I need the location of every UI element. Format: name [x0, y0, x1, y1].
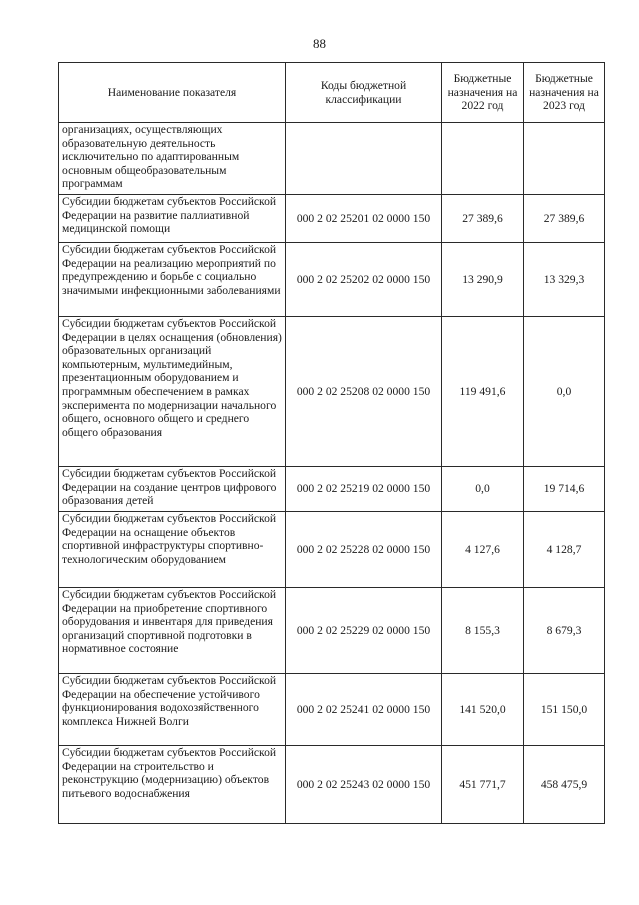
row-name: Субсидии бюджетам субъектов Российской Федерации в целях оснащения (обновления) образовательных организаций компьютерным, мультимедийным, презентационным оборудованием и программным обеспечением в рамках эксперимента по модернизации начального общего, основного общего и среднего общего образования	[59, 317, 286, 467]
header-budget-2023: Бюджетные назначения на 2023 год	[524, 63, 605, 123]
row-value-2023: 19 714,6	[524, 467, 605, 512]
row-value-2023: 0,0	[524, 317, 605, 467]
row-value-2023: 27 389,6	[524, 195, 605, 243]
row-name: Субсидии бюджетам субъектов Российской Федерации на оснащение объектов спортивной инфраструктуры спортивно-технологическим оборудованием	[59, 512, 286, 588]
row-code: 000 2 02 25228 02 0000 150	[286, 512, 442, 588]
row-name: Субсидии бюджетам субъектов Российской Федерации на строительство и реконструкцию (модернизацию) объектов питьевого водоснабжения	[59, 746, 286, 824]
row-value-2022: 141 520,0	[442, 674, 524, 746]
row-name: Субсидии бюджетам субъектов Российской Федерации на создание центров цифрового образования детей	[59, 467, 286, 512]
row-code: 000 2 02 25243 02 0000 150	[286, 746, 442, 824]
row-name: Субсидии бюджетам субъектов Российской Федерации на развитие паллиативной медицинской помощи	[59, 195, 286, 243]
row-name: Субсидии бюджетам субъектов Российской Федерации на реализацию мероприятий по предупреждению и борьбе с социально значимыми инфекционными заболеваниями	[59, 243, 286, 317]
row-value-2023: 8 679,3	[524, 588, 605, 674]
row-code	[286, 123, 442, 195]
table-row	[59, 512, 605, 588]
row-value-2023: 458 475,9	[524, 746, 605, 824]
table-row	[59, 123, 605, 195]
table-row	[59, 467, 605, 512]
header-budget-codes: Коды бюджетной классификации	[286, 63, 442, 123]
table-header-row	[59, 63, 605, 123]
row-value-2023: 4 128,7	[524, 512, 605, 588]
row-value-2023	[524, 123, 605, 195]
row-code: 000 2 02 25229 02 0000 150	[286, 588, 442, 674]
row-code: 000 2 02 25219 02 0000 150	[286, 467, 442, 512]
table-row	[59, 243, 605, 317]
row-code: 000 2 02 25201 02 0000 150	[286, 195, 442, 243]
row-code: 000 2 02 25202 02 0000 150	[286, 243, 442, 317]
row-name: Субсидии бюджетам субъектов Российской Федерации на обеспечение устойчивого функционирования водохозяйственного комплекса Нижней Волги	[59, 674, 286, 746]
page-number: 88	[313, 36, 326, 51]
table-row	[59, 195, 605, 243]
table-row	[59, 588, 605, 674]
row-value-2022	[442, 123, 524, 195]
table-row	[59, 674, 605, 746]
row-code: 000 2 02 25241 02 0000 150	[286, 674, 442, 746]
row-value-2022: 13 290,9	[442, 243, 524, 317]
header-indicator-name: Наименование показателя	[59, 63, 286, 123]
row-value-2022: 4 127,6	[442, 512, 524, 588]
row-value-2022: 451 771,7	[442, 746, 524, 824]
row-value-2022: 8 155,3	[442, 588, 524, 674]
row-value-2022: 0,0	[442, 467, 524, 512]
row-value-2022: 119 491,6	[442, 317, 524, 467]
table-row	[59, 317, 605, 467]
table-row	[59, 746, 605, 824]
row-value-2023: 151 150,0	[524, 674, 605, 746]
row-value-2023: 13 329,3	[524, 243, 605, 317]
row-name: организациях, осуществляющих образовательную деятельность исключительно по адаптированным основным общеобразовательным программам	[59, 123, 286, 195]
row-code: 000 2 02 25208 02 0000 150	[286, 317, 442, 467]
row-value-2022: 27 389,6	[442, 195, 524, 243]
budget-table	[58, 62, 605, 824]
header-budget-2022: Бюджетные назначения на 2022 год	[442, 63, 524, 123]
row-name: Субсидии бюджетам субъектов Российской Федерации на приобретение спортивного оборудования и инвентаря для приведения организаций спортивной подготовки в нормативное состояние	[59, 588, 286, 674]
